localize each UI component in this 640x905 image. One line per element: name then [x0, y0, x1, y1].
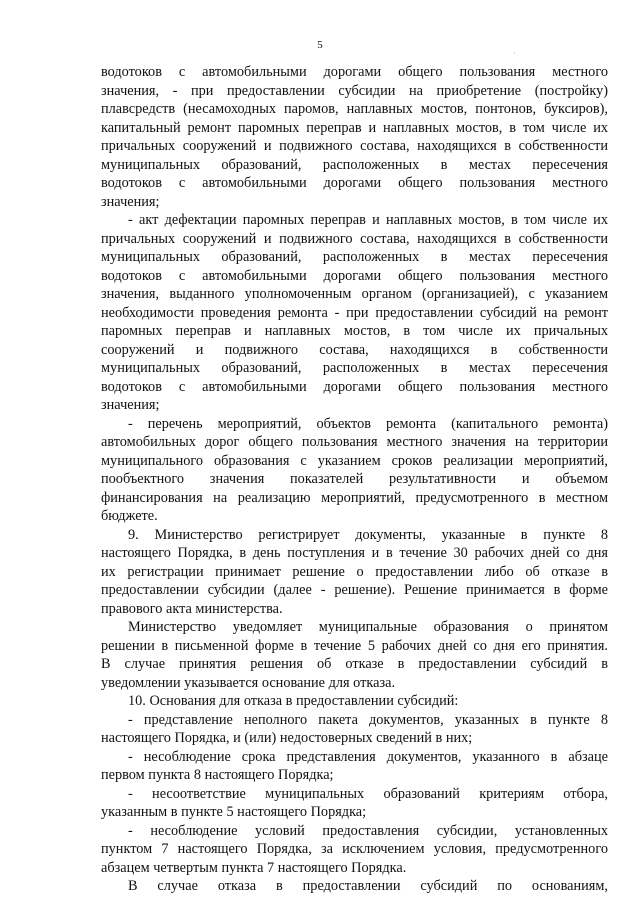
text-line: водотоков с автомобильными дорогами общего пользования местного	[101, 267, 608, 284]
text-line: настоящего Порядка, в день поступления и в течение 30 рабочих дней со дня	[101, 545, 608, 561]
text-line: муниципального образования с указанием сроков реализации мероприятий,	[101, 452, 608, 469]
text-line: - представление неполного пакета документов, указанных в пункте 8	[128, 711, 608, 728]
text-line: бюджете.	[101, 508, 158, 524]
text-line: пообъектного значения показателей результативности и объемом	[101, 471, 608, 487]
text-line: причальных сооружений и подвижного состава, находящихся в собственности	[101, 138, 608, 154]
text-line: - перечень мероприятий, объектов ремонта (капитального ремонта)	[128, 415, 608, 432]
text-line: водотоков с автомобильными дорогами общего пользования местного	[101, 175, 608, 191]
text-line: значения;	[101, 193, 160, 210]
text-line: В случае отказа в предоставлении субсидий по основаниям,	[128, 878, 608, 894]
text-line: значения;	[101, 397, 160, 413]
text-line: правового акта министерства.	[101, 600, 283, 617]
text-line: - акт дефектации паромных переправ и наплавных мостов, в том числе их	[128, 212, 608, 228]
text-line: капитальный ремонт паромных переправ и наплавных мостов, в том числе их	[101, 119, 608, 136]
text-line: предоставлении субсидии (далее - решение). Решение принимается в форме	[101, 582, 608, 598]
text-line: необходимости проведения ремонта - при предоставлении субсидий на ремонт	[101, 304, 608, 321]
page-number: 5	[317, 39, 323, 51]
text-line: муниципальных образований, расположенных в местах пересечения	[101, 360, 608, 376]
scan-speck: ·	[513, 49, 516, 58]
text-line: финансирования на реализацию мероприятий, предусмотренного в местном	[101, 489, 608, 506]
text-line: 10. Основания для отказа в предоставлении субсидий:	[128, 693, 459, 709]
text-line: 9. Министерство регистрирует документы, указанные в пункте 8	[128, 526, 608, 543]
text-line: причальных сооружений и подвижного состава, находящихся в собственности	[101, 230, 608, 247]
text-line: водотоков с автомобильными дорогами общего пользования местного	[101, 64, 608, 80]
text-line: паромных переправ и наплавных мостов, в том числе их причальных	[101, 323, 608, 339]
text-line: абзацем четвертым пункта 7 настоящего Порядка.	[101, 859, 407, 876]
text-line: плавсредств (несамоходных паромов, наплавных мостов, понтонов, буксиров),	[101, 101, 608, 117]
text-line: Министерство уведомляет муниципальные образования о принятом	[128, 619, 608, 635]
text-line: первом пункта 8 настоящего Порядка;	[101, 767, 334, 783]
text-line: решении в письменной форме в течение 5 рабочих дней со дня его принятия.	[101, 637, 608, 654]
text-line: водотоков с автомобильными дорогами общего пользования местного	[101, 378, 608, 395]
document-body	[101, 63, 608, 896]
text-line: автомобильных дорог общего пользования местного значения на территории	[101, 434, 608, 450]
text-line: указанным в пункте 5 настоящего Порядка;	[101, 804, 367, 820]
text-line: уведомлении указывается основание для отказа.	[101, 674, 396, 691]
text-line: сооружений и подвижного состава, находящихся в собственности	[101, 341, 608, 358]
text-line: муниципальных образований, расположенных в местах пересечения	[101, 156, 608, 173]
text-line: пунктом 7 настоящего Порядка, за исключением условия, предусмотренного	[101, 841, 608, 857]
text-line: значения, - при предоставлении субсидии на приобретение (постройку)	[101, 82, 608, 99]
text-line: - несоответствие муниципальных образований критериям отбора,	[128, 785, 608, 802]
text-line: их регистрации принимает решение о предоставлении либо об отказе в	[101, 563, 608, 580]
text-line: настоящего Порядка, и (или) недостоверных сведений в них;	[101, 730, 473, 746]
text-line: значения, выданного уполномоченным органом (организацией), с указанием	[101, 286, 608, 302]
text-line: В случае принятия решения об отказе в предоставлении субсидий в	[101, 656, 608, 672]
text-line: муниципальных образований, расположенных в местах пересечения	[101, 249, 608, 265]
text-line: - несоблюдение срока представления документов, указанного в абзаце	[128, 748, 608, 765]
text-line: - несоблюдение условий предоставления субсидии, установленных	[128, 822, 608, 839]
